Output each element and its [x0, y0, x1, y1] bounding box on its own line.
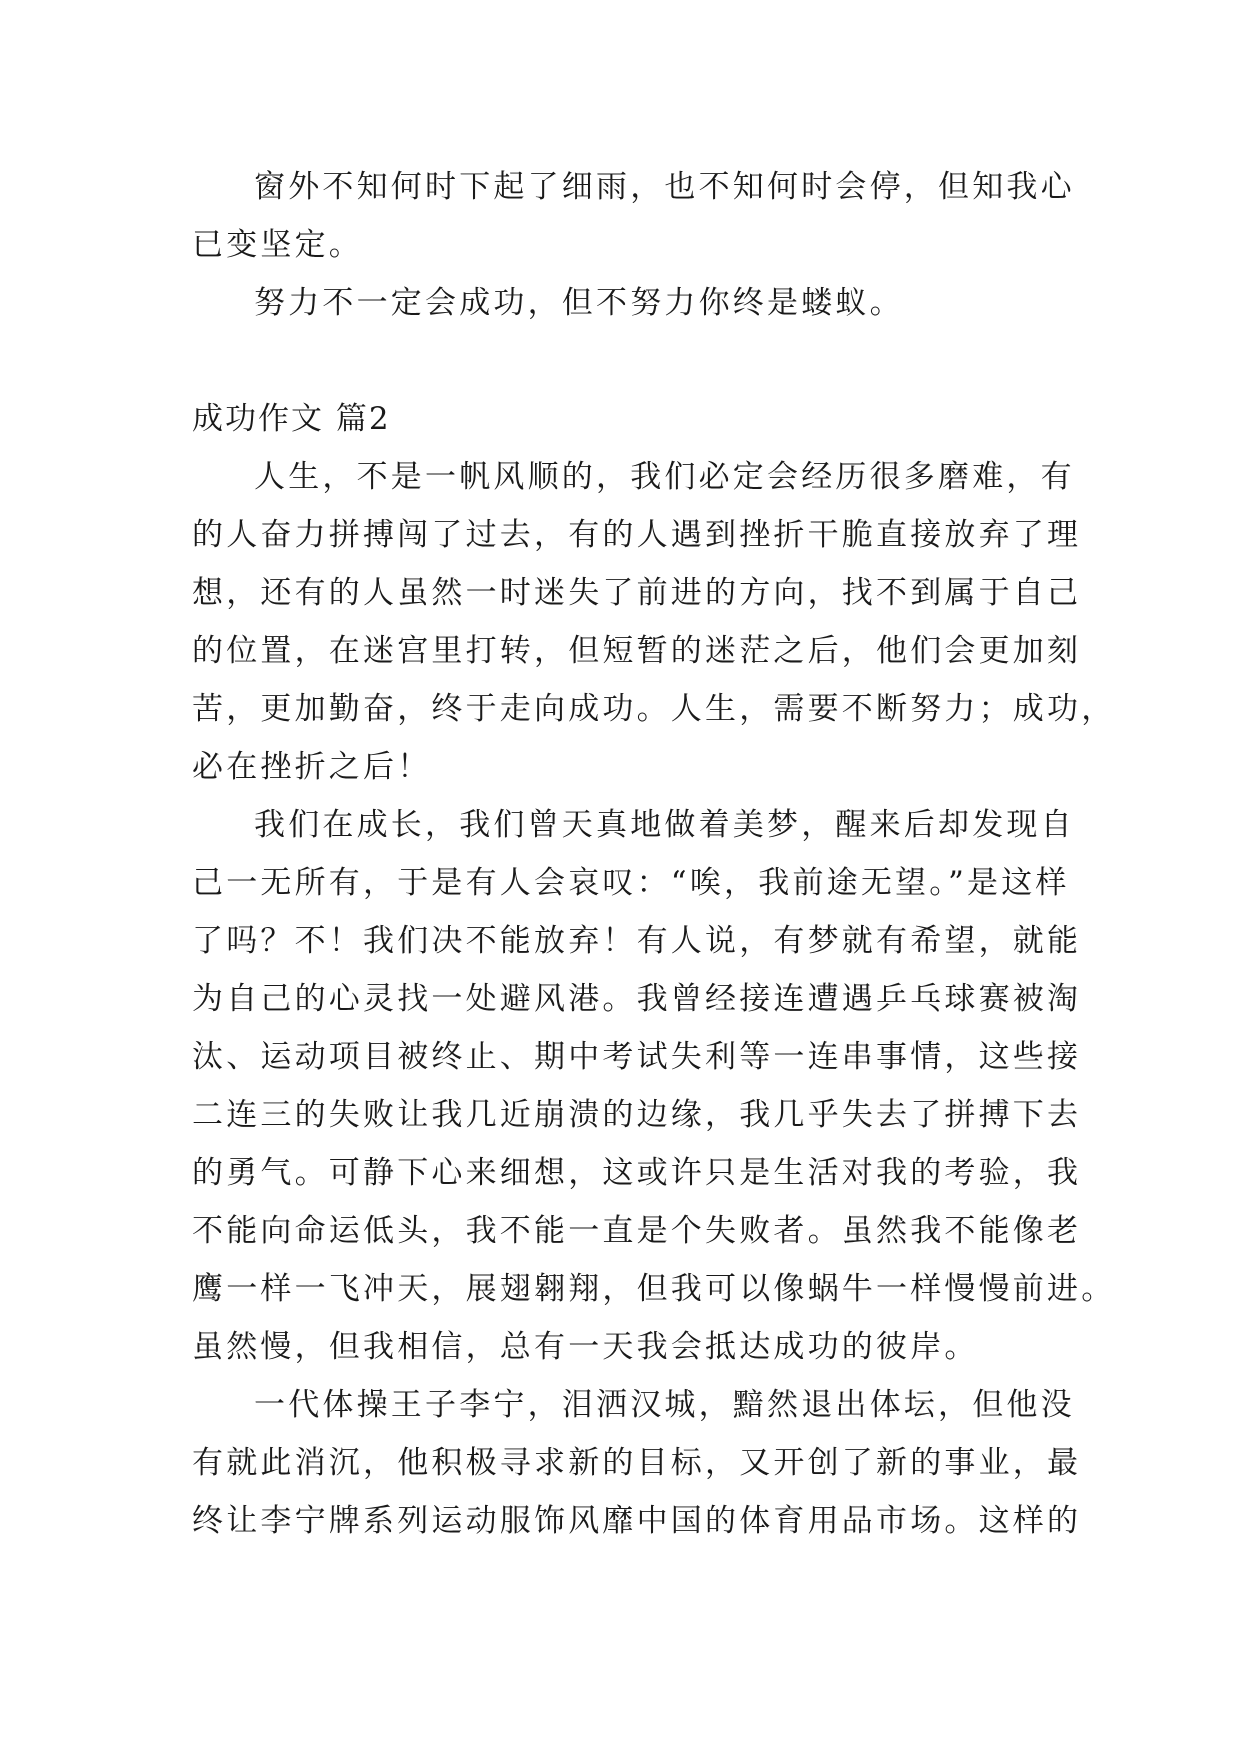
- paragraph-line: 终让李宁牌系列运动服饰风靡中国的体育用品市场。这样的: [192, 1503, 1082, 1539]
- paragraph-line: 想，还有的人虽然一时迷失了前进的方向，找不到属于自己: [192, 575, 1082, 611]
- paragraph-line: 苦，更加勤奋，终于走向成功。人生，需要不断努力；成功，: [192, 691, 1116, 727]
- paragraph-line: 我们在成长，我们曾天真地做着美梦，醒来后却发现自: [254, 807, 1075, 843]
- paragraph-line: 不能向命运低头，我不能一直是个失败者。虽然我不能像老: [192, 1213, 1082, 1249]
- paragraph-line: 的位置，在迷宫里打转，但短暂的迷茫之后，他们会更加刻: [192, 633, 1082, 669]
- paragraph-line: 一代体操王子李宁，泪洒汉城，黯然退出体坛，但他没: [254, 1387, 1075, 1423]
- paragraph-line: 窗外不知何时下起了细雨，也不知何时会停，但知我心: [254, 169, 1075, 205]
- paragraph-line: 鹰一样一飞冲天，展翅翱翔，但我可以像蜗牛一样慢慢前进。: [192, 1271, 1116, 1307]
- section-heading: 成功作文 篇2: [192, 401, 391, 437]
- paragraph-line: 的勇气。可静下心来细想，这或许只是生活对我的考验，我: [192, 1155, 1082, 1191]
- paragraph-line: 人生，不是一帆风顺的，我们必定会经历很多磨难，有: [254, 459, 1075, 495]
- paragraph-line: 二连三的失败让我几近崩溃的边缘，我几乎失去了拼搏下去: [192, 1097, 1082, 1133]
- paragraph-line: 努力不一定会成功，但不努力你终是蝼蚁。: [254, 285, 904, 321]
- paragraph-line: 己一无所有，于是有人会哀叹：“唉，我前途无望。”是这样: [192, 865, 1070, 901]
- paragraph-line: 虽然慢，但我相信，总有一天我会抵达成功的彼岸。: [192, 1329, 979, 1365]
- paragraph-line: 的人奋力拼搏闯了过去，有的人遇到挫折干脆直接放弃了理: [192, 517, 1082, 553]
- paragraph-line: 必在挫折之后！: [192, 749, 432, 785]
- paragraph-line: 了吗？不！我们决不能放弃！有人说，有梦就有希望，就能: [192, 923, 1082, 959]
- paragraph-line: 有就此消沉，他积极寻求新的目标，又开创了新的事业，最: [192, 1445, 1082, 1481]
- paragraph-line: 为自己的心灵找一处避风港。我曾经接连遭遇乒乓球赛被淘: [192, 981, 1082, 1017]
- paragraph-line: 已变坚定。: [192, 227, 363, 263]
- paragraph-line: 汰、运动项目被终止、期中考试失利等一连串事情，这些接: [192, 1039, 1082, 1075]
